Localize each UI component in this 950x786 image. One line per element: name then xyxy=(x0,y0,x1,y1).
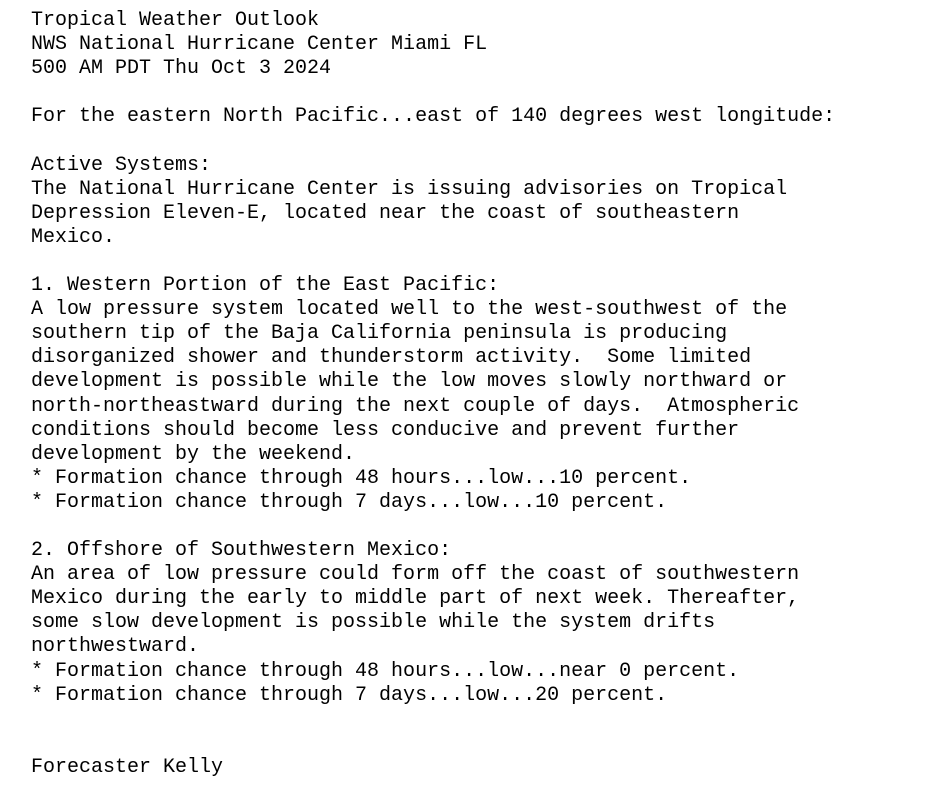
area-1-text-line: development by the weekend. xyxy=(31,442,356,466)
area-2-text-line: An area of low pressure could form off the coast of southwestern xyxy=(31,563,800,587)
area-2-chance-48h: * Formation chance through 48 hours...low...near 0 percent. xyxy=(31,659,740,683)
area-1-section xyxy=(31,274,946,515)
area-1-text-line: A low pressure system located well to the west-southwest of the xyxy=(31,298,788,322)
blank-line xyxy=(31,81,946,105)
area-1-heading: 1. Western Portion of the East Pacific: xyxy=(31,274,500,298)
document-title: Tropical Weather Outlook xyxy=(31,9,320,32)
area-2-section xyxy=(31,539,946,708)
area-1-text-line: north-northeastward during the next couple of days. Atmospheric xyxy=(31,394,800,418)
blank-line xyxy=(31,250,946,274)
tropical-weather-outlook-document xyxy=(31,9,946,780)
area-2-text-line: some slow development is possible while the system drifts xyxy=(31,611,716,635)
area-1-text-line: disorganized shower and thunderstorm activity. Some limited xyxy=(31,346,752,370)
area-1-chance-48h: * Formation chance through 48 hours...low...10 percent. xyxy=(31,466,692,490)
area-1-chance-7d: * Formation chance through 7 days...low...10 percent. xyxy=(31,490,668,514)
forecaster-signature: Forecaster Kelly xyxy=(31,755,224,779)
area-1-text-line: southern tip of the Baja California peninsula is producing xyxy=(31,322,728,346)
active-systems-section xyxy=(31,154,946,250)
area-2-text-line: northwestward. xyxy=(31,635,200,659)
active-systems-text-line: Mexico. xyxy=(31,225,116,249)
area-2-text-line: Mexico during the early to middle part of next week. Thereafter, xyxy=(31,587,800,611)
blank-line xyxy=(31,708,946,732)
issuing-office: NWS National Hurricane Center Miami FL xyxy=(31,33,488,57)
blank-line xyxy=(31,515,946,539)
region-statement: For the eastern North Pacific...east of 140 degrees west longitude: xyxy=(31,105,836,129)
blank-line xyxy=(31,129,946,153)
area-1-text-line: development is possible while the low moves slowly northward or xyxy=(31,370,788,394)
area-1-text-line: conditions should become less conducive and prevent further xyxy=(31,418,740,442)
blank-line xyxy=(31,732,946,756)
area-2-heading: 2. Offshore of Southwestern Mexico: xyxy=(31,539,452,563)
active-systems-text-line: The National Hurricane Center is issuing advisories on Tropical xyxy=(31,177,788,201)
issue-time: 500 AM PDT Thu Oct 3 2024 xyxy=(31,57,332,81)
active-systems-heading: Active Systems: xyxy=(31,153,212,177)
area-2-chance-7d: * Formation chance through 7 days...low...20 percent. xyxy=(31,683,668,707)
active-systems-text-line: Depression Eleven-E, located near the coast of southeastern xyxy=(31,201,740,225)
